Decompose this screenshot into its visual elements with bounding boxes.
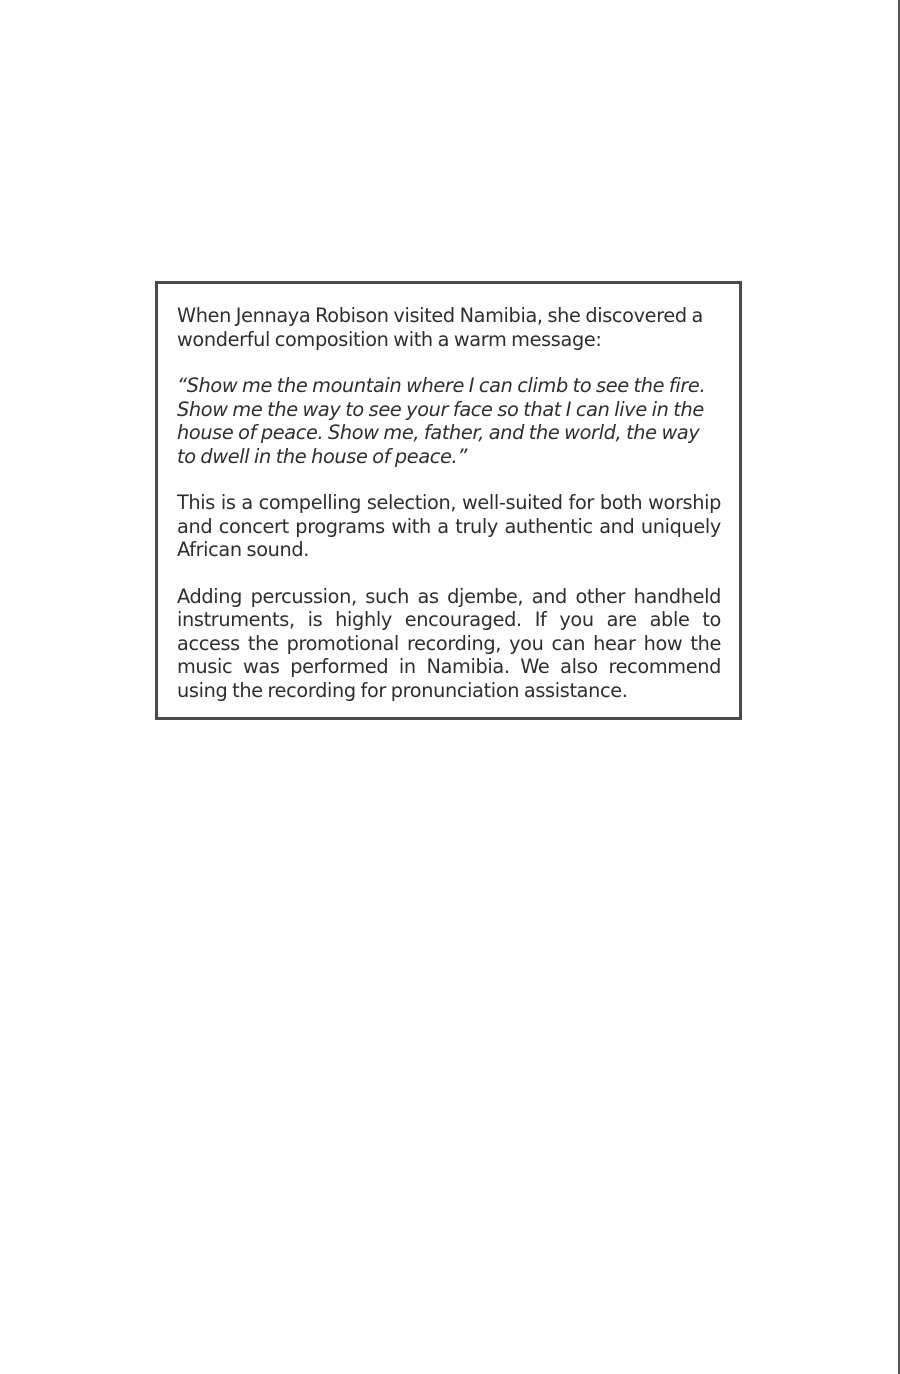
- description-paragraph: This is a compelling selection, well-suited for both worship and concert programs with a truly authentic and uniquely African sound.: [177, 491, 721, 561]
- performance-note-box: [155, 281, 742, 720]
- quote-paragraph: “Show me the mountain where I can climb to see the fire. Show me the way to see your face so that I can live in the house of peace. Show me, father, and the world, the way to dwell in the house of peace.”: [177, 374, 706, 468]
- performance-paragraph: Adding percussion, such as djembe, and other handheld instruments, is highly encouraged. If you are able to access the promotional recording, you can hear how the music was performed in Namibia. We also recommend using the recording for pronunciation assistance.: [177, 584, 721, 702]
- intro-paragraph: When Jennaya Robison visited Namibia, she discovered a wonderful composition with a warm message:: [177, 304, 703, 351]
